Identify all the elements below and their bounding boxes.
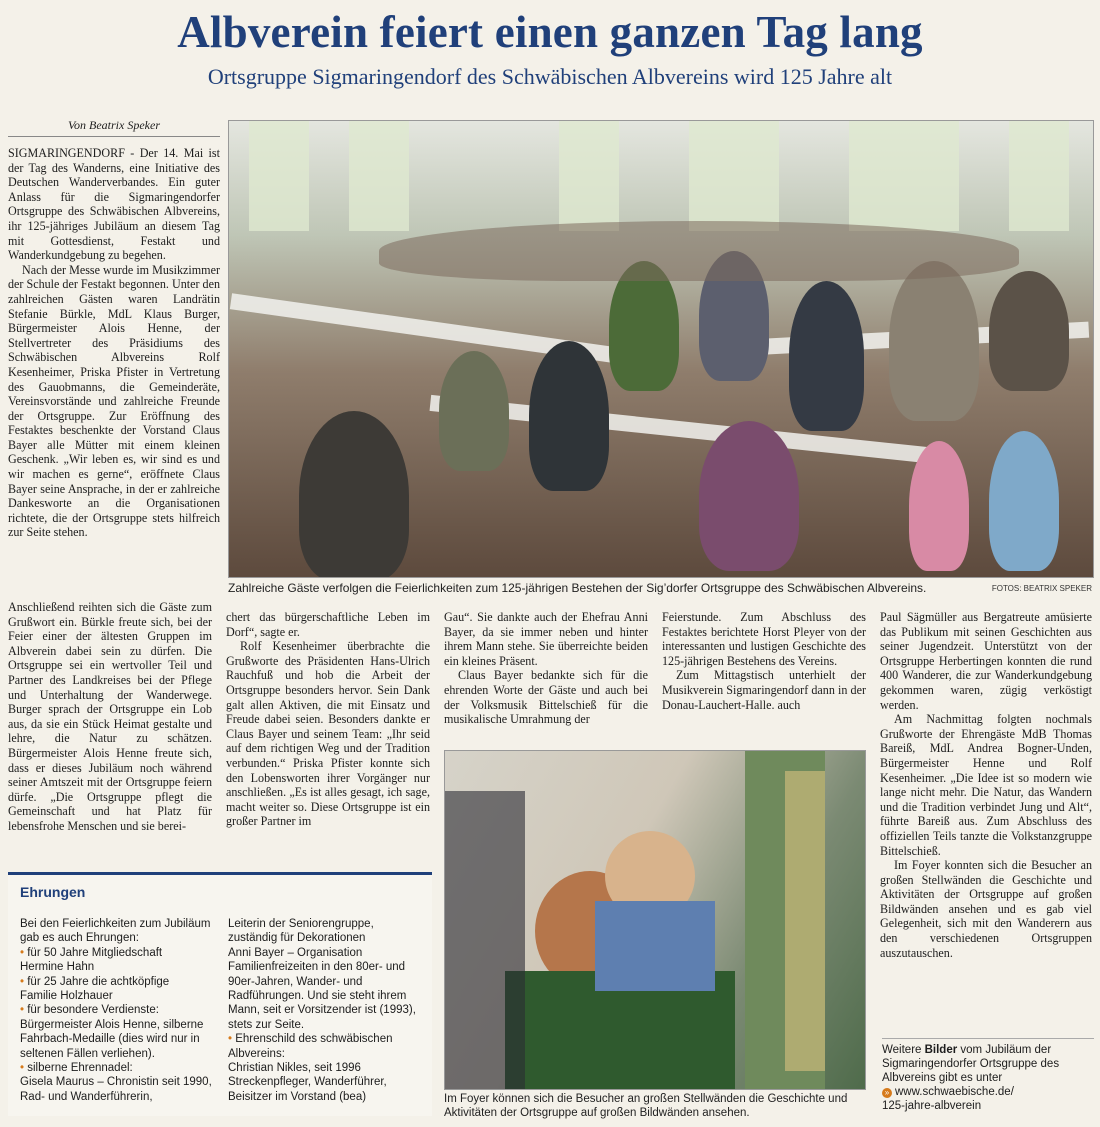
ehrungen-intro: Bei den Feierlichkeiten zum Jubiläum gab es auch Ehrungen:	[20, 918, 211, 945]
ehrungen-box	[8, 872, 432, 1116]
foyer-photo	[444, 750, 866, 1090]
article-intro	[8, 146, 220, 586]
main-photo-caption: Zahlreiche Gäste verfolgen die Feierlichkeiten zum 125-jährigen Bestehen der Sig’dorfer Ortsgruppe des Schwäbischen Albvereins.	[228, 581, 927, 595]
ehrungen-item: Christian Nikles, seit 1996 Streckenpfleger, Wanderführer, Beisitzer im Vorstand (bea)	[228, 1062, 387, 1103]
column-5-text-a: Paul Sägmüller aus Bergatreute amüsierte das Publikum mit seinen Geschichten aus seiner Jugendzeit. Unterstützt von der Ortsgruppe Herbertingen konnten die rund 400 Wanderer, die zur Wanderkundgebung gekommen waren, zügig verköstigt werden.	[880, 610, 1092, 712]
column-5-text-c: Im Foyer konnten sich die Besucher an großen Stellwänden die Geschichte und Aktivitäten der Ortsgruppe auf großen Bildwänden ansehen und es gab viel Gelegenheit, sich mit den Wanderern aus den verschiedenen Ortsgruppen auszutauschen.	[880, 858, 1092, 960]
column-3-text-b: Claus Bayer bedankte sich für die ehrenden Worte der Gäste und auch bei der Volksmusik Bittelschieß für die musikalische Umrahmung der	[444, 668, 648, 727]
main-photo	[228, 120, 1094, 578]
column-1-text: Anschließend reihten sich die Gäste zum Grußwort ein. Bürkle freute sich, bei der Feier einer der ältesten Gruppen im Albverein dabei sein zu dürfen. Die Ortsgruppe sei ein wertvoller Teil und Partner des Landkreises bei der Pflege und Unterhaltung der Wanderwege. Burger sprach der Ortsgruppe ein Lob aus, da sie ein Stück Heimat gestalte und lehre, die Natur zu schätzen. Bürgermeister Alois Henne freute sich, dass er dieses Jubiläum noch während seiner Amtszeit mit der Ortsgruppe feiern dürfe. „Die Ortsgruppe pflegt die Gemeinschaft und hat Platz für lebensfrohe Menschen und sie berei-	[8, 600, 212, 833]
more-pictures-box	[882, 1038, 1094, 1113]
more-pictures-link[interactable]: » www.schwaebische.de/	[882, 1085, 1094, 1099]
ehrungen-item: • für 50 Jahre Mitgliedschaft	[20, 946, 163, 959]
ehrungen-item: Familie Holzhauer	[20, 990, 113, 1003]
article-column-5	[880, 610, 1092, 1020]
ehrungen-left-column	[20, 917, 214, 1104]
ehrungen-right-column	[228, 917, 422, 1104]
intro-paragraph-1: - Der 14. Mai ist der Tag des Wanderns, eine Initiative des Deutschen Wanderverbandes. Ein guter Anlass für die Sigmaringendorfer Ortsgruppe des Schwäbischen Albvereins, ihr 125-jähriges Jubiläum an diesem Tag mit Gottesdienst, Festakt und Wanderkundgebung zu begehen.	[8, 146, 220, 263]
article-column-4	[662, 610, 866, 740]
column-5-text-b: Am Nachmittag folgten nochmals Grußworte der Ehrengäste MdB Thomas Bareiß, MdL Andrea Bogner-Unden, Bürgermeister Henne und Rolf Kesenheimer. „Die Idee ist so modern wie lange nicht mehr. Die Natur, das Wandern und die Tradition verbindet Jung und Alt“, führte Bareiß aus. Zum Abschluss des offiziellen Teils tanzte die Volkstanzgruppe Bittelschieß.	[880, 712, 1092, 858]
column-2-text-a: chert das bürgerschaftliche Leben im Dorf“, sagte er.	[226, 610, 430, 639]
article-column-2	[226, 610, 430, 862]
ehrungen-item: Leiterin der Seniorengruppe, zuständig für Dekorationen	[228, 918, 374, 945]
ehrungen-item: Bürgermeister Alois Henne, silberne Fahrbach-Medaille (dies wird nur in seltenen Fällen verliehen).	[20, 1018, 204, 1060]
ehrungen-item: Anni Bayer – Organisation Familienfreizeiten in den 80er- und 90er-Jahren, Wander- und Radführungen. Und sie steht ihrem Mann, seit er Vorsitzender ist (1993), stets zur Seite.	[228, 946, 416, 1031]
more-pictures-link-path[interactable]: 125-jahre-albverein	[882, 1100, 982, 1112]
ehrungen-item: Hermine Hahn	[20, 961, 95, 974]
byline: Von Beatrix Speker	[8, 118, 220, 137]
column-2-text-b: Rolf Kesenheimer überbrachte die Grußworte des Präsidenten Hans-Ulrich Rauchfuß und hob die Arbeit der Ortsgruppe besonders hervor. Sein Dank galt allen Aktiven, die mit Einsatz und Freude dabei seien. Besonders dankte er Claus Bayer und seinem Team: „Ihr seid auf dem richtigen Weg und der Tradition verbunden.“ Priska Pfister konnte sich den Lobensworten ihrer Vorgänger nur anschließen. „Es ist alles gesagt, ich sage, macht weiter so. Diese Ortsgruppe ist ein großer Partner im	[226, 639, 430, 829]
article-column-3	[444, 610, 648, 740]
more-pictures-text: Weitere Bilder vom Jubiläum der Sigmaringendorfer Ortsgruppe des Albvereins gibt es unter	[882, 1044, 1060, 1084]
ehrungen-item: • für besondere Verdienste:	[20, 1004, 159, 1017]
subline: Ortsgruppe Sigmaringendorf des Schwäbischen Albvereins wird 125 Jahre alt	[207, 64, 893, 89]
column-4-text-b: Zum Mittagstisch unterhielt der Musikverein Sigmaringendorf dann in der Donau-Lauchert-Halle. auch	[662, 668, 866, 712]
foyer-photo-caption: Im Foyer können sich die Besucher an großen Stellwänden die Geschichte und Aktivitäten der Ortsgruppe auf großen Bildwänden ansehen.	[444, 1093, 848, 1119]
ehrungen-item: • Ehrenschild des schwäbischen Albvereins:	[228, 1033, 393, 1060]
column-3-text-a: Gau“. Sie dankte auch der Ehefrau Anni Bayer, da sie immer neben und hinter ihrem Mann stehe. Sie überreichte beiden ein kleines Präsent.	[444, 610, 648, 668]
headline: Albverein feiert einen ganzen Tag lang	[177, 7, 923, 57]
photo-credit: FOTOS: BEATRIX SPEKER	[991, 584, 1092, 593]
ehrungen-item: • silberne Ehrennadel:	[20, 1062, 133, 1075]
article-column-1	[8, 600, 212, 862]
ehrungen-title: Ehrungen	[20, 884, 86, 900]
column-4-text-a: Feierstunde. Zum Abschluss des Festaktes berichtete Horst Pleyer von der interessanten und lustigen Geschichte des 125-jährigen Bestehens des Vereins.	[662, 610, 866, 668]
intro-paragraph-2: Nach der Messe wurde im Musikzimmer der Schule der Festakt begonnen. Unter den zahlreichen Gästen waren Landrätin Stefanie Bürkle, MdL Klaus Burger, Bürgermeister Alois Henne, der Stellvertreter des Präsidiums des Schwäbischen Albvereins Rolf Kesenheimer, Priska Pfister in Vertretung des Gauobmanns, die Gemeinderäte, Vereinsvorstände und zahlreiche Freunde der Ortsgruppe. Zur Eröffnung des Festaktes beschenkte der Vorstand Claus Bayer alle Mütter mit einem kleinen Geschenk. „Wir leben es, wir sind es und wir machen es gerne“, eröffnete Claus Bayer seine Ansprache, in der er zahlreiche Dankesworte an die Organisationen richtete, die der Ortsgruppe stets hilfreich zur Seite stehen.	[8, 262, 220, 540]
dateline: SIGMARINGENDORF	[8, 146, 125, 160]
arrow-right-icon: »	[882, 1088, 892, 1098]
ehrungen-item: • für 25 Jahre die achtköpfige	[20, 975, 170, 988]
ehrungen-item: Gisela Maurus – Chronistin seit 1990, Rad- und Wanderführerin,	[20, 1076, 212, 1103]
